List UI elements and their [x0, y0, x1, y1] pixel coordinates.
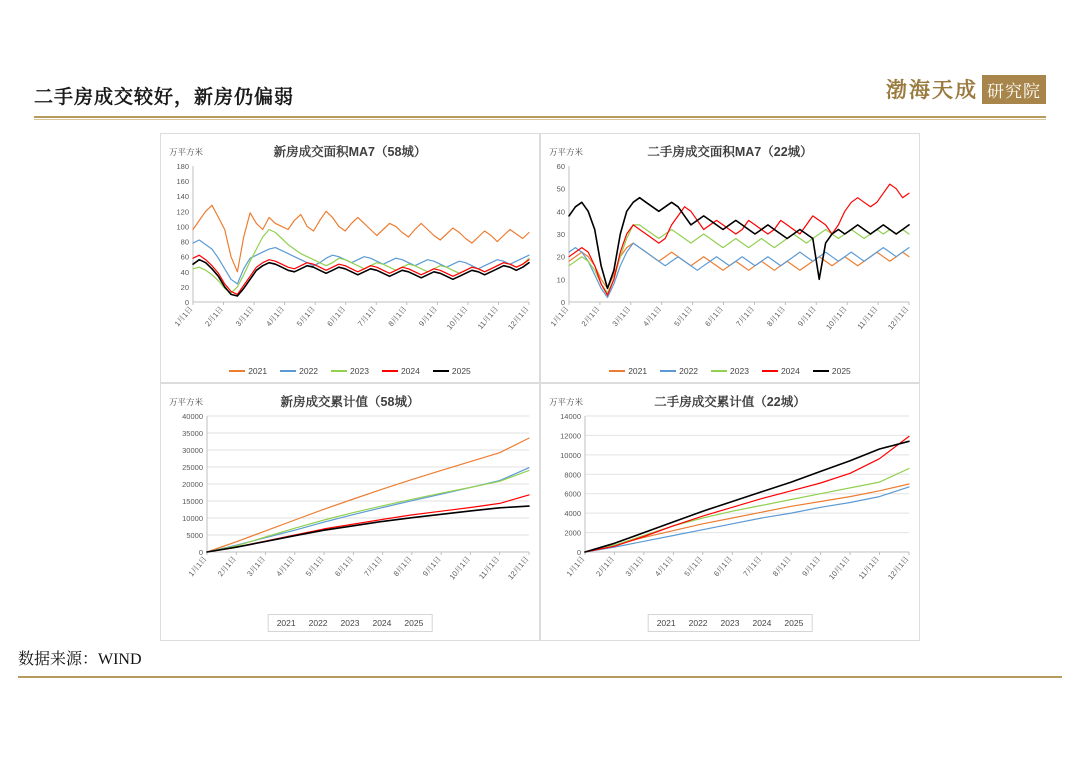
legend-label: 2024 [752, 618, 772, 628]
chart-unit-label: 万平方米 [169, 397, 204, 407]
svg-text:11月1日: 11月1日 [856, 554, 882, 581]
legend-swatch [331, 370, 347, 372]
chart-plot-area [547, 410, 915, 598]
svg-text:12月1日: 12月1日 [505, 304, 531, 332]
legend-item-2023 [711, 366, 749, 376]
legend-label: 2025 [831, 366, 851, 376]
svg-text:10月1日: 10月1日 [827, 554, 852, 582]
svg-text:9月1日: 9月1日 [417, 304, 439, 329]
svg-text:0: 0 [184, 298, 189, 307]
svg-text:1月1日: 1月1日 [186, 554, 209, 579]
svg-text:10000: 10000 [182, 514, 203, 523]
svg-text:7月1日: 7月1日 [734, 304, 757, 329]
legend-item-2022 [689, 618, 708, 628]
header-divider-thin [34, 119, 1046, 120]
svg-text:9月1日: 9月1日 [795, 304, 818, 329]
legend-item-2025 [433, 366, 471, 376]
svg-text:0: 0 [198, 548, 203, 557]
svg-text:8月1日: 8月1日 [386, 304, 409, 329]
chart-legend [541, 366, 919, 376]
svg-text:100: 100 [176, 222, 189, 232]
svg-text:40: 40 [180, 267, 189, 277]
svg-text:6月1日: 6月1日 [325, 304, 348, 329]
svg-text:5月1日: 5月1日 [303, 554, 326, 579]
legend-item-2022 [280, 366, 318, 376]
legend-swatch [762, 370, 778, 372]
legend-item-2022 [660, 366, 698, 376]
legend-item-2024 [372, 618, 391, 628]
chart-unit-label: 万平方米 [549, 397, 584, 407]
legend-swatch [711, 370, 727, 372]
legend-label: 2022 [299, 366, 319, 376]
chart-title: 新房成交面积MA7（58城） [273, 145, 427, 159]
legend-swatch [433, 370, 449, 372]
legend-item-2021 [277, 618, 296, 628]
svg-text:140: 140 [176, 192, 189, 202]
svg-text:10: 10 [556, 275, 565, 285]
svg-text:14000: 14000 [560, 412, 581, 421]
svg-text:180: 180 [176, 162, 189, 171]
legend-item-2024 [762, 366, 800, 376]
chart-plot-area [167, 410, 535, 598]
chart-title: 二手房成交累计值（22城） [654, 395, 806, 409]
legend-swatch [229, 370, 245, 372]
page-title: 二手房成交较好，新房仍偏弱 [34, 87, 295, 108]
svg-text:2月1日: 2月1日 [215, 554, 238, 579]
legend-label: 2023 [340, 618, 360, 628]
header-divider [34, 116, 1046, 118]
legend-label: 2021 [248, 366, 268, 376]
legend-item-2024 [752, 618, 771, 628]
svg-text:30000: 30000 [182, 446, 203, 455]
chart-legend [268, 614, 433, 632]
chart-legend [161, 366, 539, 376]
footer-divider [18, 676, 1062, 678]
chart-unit-label: 万平方米 [549, 147, 584, 157]
svg-text:4月1日: 4月1日 [264, 304, 287, 329]
svg-text:4月1日: 4月1日 [641, 304, 664, 329]
legend-label: 2025 [451, 366, 471, 376]
brand-seal: 研究院 [982, 75, 1046, 104]
svg-text:10月1日: 10月1日 [444, 304, 470, 332]
svg-text:20: 20 [180, 282, 189, 292]
svg-text:5月1日: 5月1日 [682, 554, 705, 579]
svg-text:25000: 25000 [182, 463, 203, 472]
svg-text:20: 20 [556, 252, 565, 262]
legend-label: 2022 [679, 366, 699, 376]
svg-text:11月1日: 11月1日 [475, 304, 501, 331]
svg-text:3月1日: 3月1日 [245, 554, 268, 579]
chart-title: 二手房成交面积MA7（22城） [647, 145, 813, 159]
legend-swatch [813, 370, 829, 372]
svg-text:10月1日: 10月1日 [824, 304, 849, 332]
legend-item-2023 [331, 366, 369, 376]
legend-item-2022 [309, 618, 328, 628]
svg-text:2月1日: 2月1日 [203, 304, 226, 329]
svg-text:50: 50 [556, 184, 565, 194]
legend-swatch [609, 370, 625, 372]
source-note: 数据来源：WIND [18, 651, 142, 668]
svg-text:35000: 35000 [182, 429, 203, 438]
svg-text:1月1日: 1月1日 [564, 554, 587, 579]
svg-text:3月1日: 3月1日 [233, 304, 256, 329]
legend-label: 2021 [628, 366, 648, 376]
legend-label: 2021 [656, 618, 676, 628]
svg-text:30: 30 [556, 230, 565, 239]
svg-text:0: 0 [576, 548, 581, 557]
svg-text:6月1日: 6月1日 [703, 304, 726, 329]
legend-label: 2022 [688, 618, 708, 628]
svg-text:2月1日: 2月1日 [579, 304, 602, 329]
svg-text:1月1日: 1月1日 [172, 304, 195, 329]
legend-item-2025 [813, 366, 851, 376]
legend-label: 2024 [372, 618, 392, 628]
svg-text:10月1日: 10月1日 [447, 554, 473, 582]
legend-item-2023 [341, 618, 360, 628]
svg-text:40: 40 [556, 207, 565, 217]
svg-text:15000: 15000 [182, 497, 203, 506]
legend-swatch [660, 370, 676, 372]
svg-text:80: 80 [180, 237, 189, 247]
svg-text:8月1日: 8月1日 [765, 304, 787, 329]
svg-text:2000: 2000 [564, 528, 581, 538]
chart-legend [648, 614, 813, 632]
svg-text:6000: 6000 [564, 489, 581, 499]
svg-text:3月1日: 3月1日 [610, 304, 633, 329]
legend-label: 2024 [400, 366, 420, 376]
chart-plot-area [547, 160, 915, 346]
svg-text:5月1日: 5月1日 [672, 304, 695, 329]
svg-text:2月1日: 2月1日 [594, 554, 617, 579]
svg-text:160: 160 [176, 177, 189, 187]
svg-text:60: 60 [556, 162, 565, 171]
legend-label: 2023 [350, 366, 369, 376]
svg-text:7月1日: 7月1日 [355, 304, 378, 329]
legend-item-2021 [657, 618, 676, 628]
svg-text:7月1日: 7月1日 [362, 554, 385, 579]
svg-text:9月1日: 9月1日 [420, 554, 443, 579]
svg-text:0: 0 [560, 298, 565, 307]
svg-text:12月1日: 12月1日 [885, 304, 911, 332]
chart-title: 新房成交累计值（58城） [280, 395, 420, 409]
legend-swatch [280, 370, 296, 372]
svg-text:4月1日: 4月1日 [274, 554, 297, 579]
svg-text:40000: 40000 [182, 412, 203, 421]
svg-text:12月1日: 12月1日 [885, 554, 911, 582]
svg-text:12月1日: 12月1日 [505, 554, 531, 582]
legend-label: 2025 [404, 618, 424, 628]
brand-name: 渤海天成 [886, 78, 978, 102]
chart-panel-new-home-cumulative [160, 383, 540, 641]
svg-text:4月1日: 4月1日 [653, 554, 675, 579]
svg-text:5000: 5000 [186, 531, 203, 540]
chart-panel-new-home-ma7 [160, 133, 540, 383]
svg-text:1月1日: 1月1日 [548, 304, 571, 329]
legend-label: 2023 [720, 618, 740, 628]
svg-text:20000: 20000 [182, 480, 203, 489]
svg-text:9月1日: 9月1日 [800, 554, 823, 579]
brand-logo [854, 72, 1046, 106]
legend-item-2025 [784, 618, 803, 628]
svg-text:60: 60 [180, 252, 189, 262]
legend-label: 2021 [276, 618, 296, 628]
legend-item-2021 [229, 366, 267, 376]
svg-text:7月1日: 7月1日 [741, 554, 764, 579]
svg-text:3月1日: 3月1日 [623, 554, 646, 579]
svg-text:12000: 12000 [560, 431, 581, 441]
legend-label: 2022 [308, 618, 328, 628]
legend-swatch [382, 370, 398, 372]
svg-text:5月1日: 5月1日 [294, 304, 317, 329]
legend-item-2023 [721, 618, 740, 628]
svg-text:120: 120 [176, 207, 189, 217]
svg-text:11月1日: 11月1日 [855, 304, 880, 331]
chart-unit-label: 万平方米 [169, 147, 204, 157]
svg-text:11月1日: 11月1日 [477, 554, 502, 581]
svg-text:6月1日: 6月1日 [711, 554, 734, 579]
svg-text:8月1日: 8月1日 [770, 554, 793, 579]
legend-label: 2023 [730, 366, 749, 376]
chart-plot-area [167, 160, 535, 346]
chart-panel-second-hand-ma7 [540, 133, 920, 383]
svg-text:8月1日: 8月1日 [391, 554, 414, 579]
legend-item-2024 [382, 366, 420, 376]
legend-label: 2025 [784, 618, 804, 628]
legend-label: 2024 [780, 366, 800, 376]
legend-item-2025 [404, 618, 423, 628]
svg-text:8000: 8000 [564, 470, 581, 480]
legend-item-2021 [609, 366, 647, 376]
svg-text:10000: 10000 [560, 450, 581, 460]
svg-text:6月1日: 6月1日 [333, 554, 355, 579]
svg-text:4000: 4000 [564, 509, 581, 519]
chart-panel-second-hand-cumulative [540, 383, 920, 641]
